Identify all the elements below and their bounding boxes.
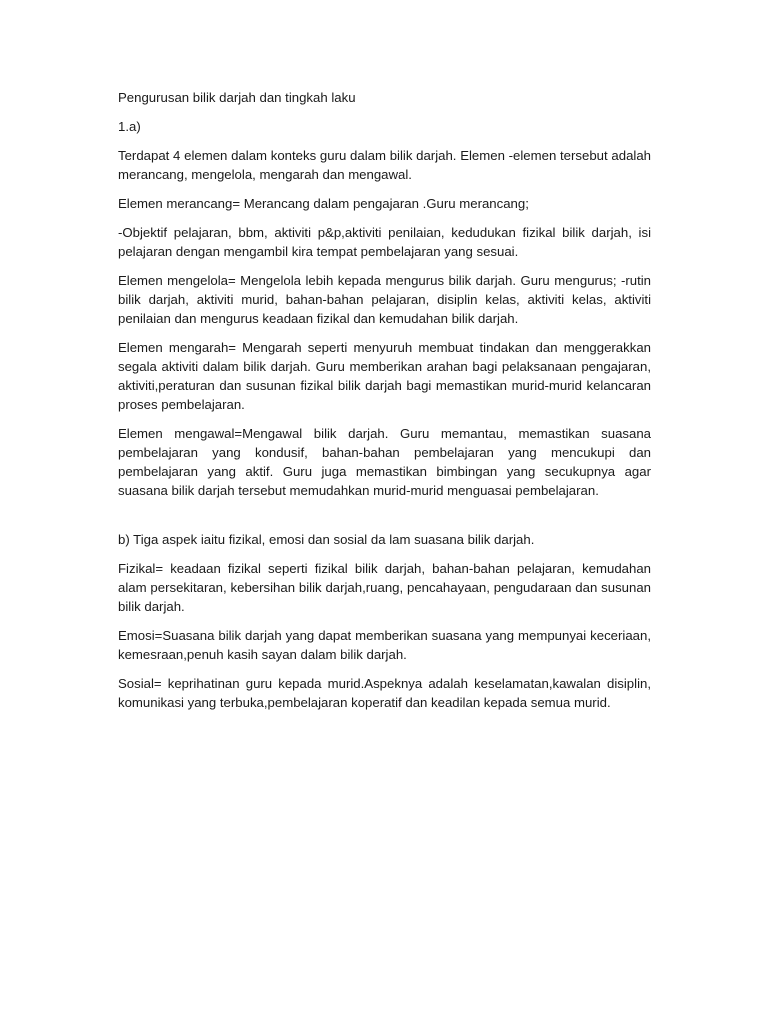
paragraph-intro: Terdapat 4 elemen dalam konteks guru dalam bilik darjah. Elemen -elemen tersebut adalah merancang, mengelola, mengarah dan mengawal.: [118, 148, 651, 182]
paragraph-merancang: Elemen merancang= Merancang dalam pengajaran .Guru merancang;: [118, 196, 529, 211]
paragraph-fizikal: Fizikal= keadaan fizikal seperti fizikal bilik darjah, bahan-bahan pelajaran, kemudahan alam persekitaran, kebersihan bilik darjah,ruang, pencahayaan, pengudaraan dan susunan bilik darjah.: [118, 561, 651, 614]
section-heading-b: b) Tiga aspek iaitu fizikal, emosi dan sosial da lam suasana bilik darjah.: [118, 532, 535, 547]
paragraph-mengelola: Elemen mengelola= Mengelola lebih kepada mengurus bilik darjah. Guru mengurus; -rutin bilik darjah, aktiviti murid, bahan-bahan pelajaran, disiplin kelas, aktiviti kelas, aktiviti penilaian dan mengurus keadaan fizikal dan kemudahan bilik darjah.: [118, 273, 651, 326]
section-heading-1a: 1.a): [118, 119, 141, 134]
document-title: Pengurusan bilik darjah dan tingkah laku: [118, 90, 356, 105]
paragraph-mengawal: Elemen mengawal=Mengawal bilik darjah. Guru memantau, memastikan suasana pembelajaran yang kondusif, bahan-bahan pembelajaran yang mencukupi dan pembelajaran yang aktif. Guru juga memastikan bimbingan yang secukupnya agar suasana bilik darjah tersebut memudahkan murid-murid menguasai pembelajaran.: [118, 426, 651, 498]
paragraph-mengarah: Elemen mengarah= Mengarah seperti menyuruh membuat tindakan dan menggerakkan segala aktiviti dalam bilik darjah. Guru memberikan arahan bagi pelaksanaan pengajaran, aktiviti,peraturan dan susunan fizikal bilik darjah bagi memastikan murid-murid kelancaran proses pembelajaran.: [118, 340, 651, 412]
paragraph-emosi: Emosi=Suasana bilik darjah yang dapat memberikan suasana yang mempunyai keceriaan, kemesraan,penuh kasih sayan dalam bilik darjah.: [118, 628, 651, 662]
paragraph-sosial: Sosial= keprihatinan guru kepada murid.Aspeknya adalah keselamatan,kawalan disiplin, komunikasi yang terbuka,pembelajaran koperatif dan keadilan kepada semua murid.: [118, 676, 651, 710]
document-body: [118, 88, 651, 722]
paragraph-merancang-list: -Objektif pelajaran, bbm, aktiviti p&p,aktiviti penilaian, kedudukan fizikal bilik darjah, isi pelajaran dengan mengambil kira tempat pembelajaran yang sesuai.: [118, 225, 651, 259]
